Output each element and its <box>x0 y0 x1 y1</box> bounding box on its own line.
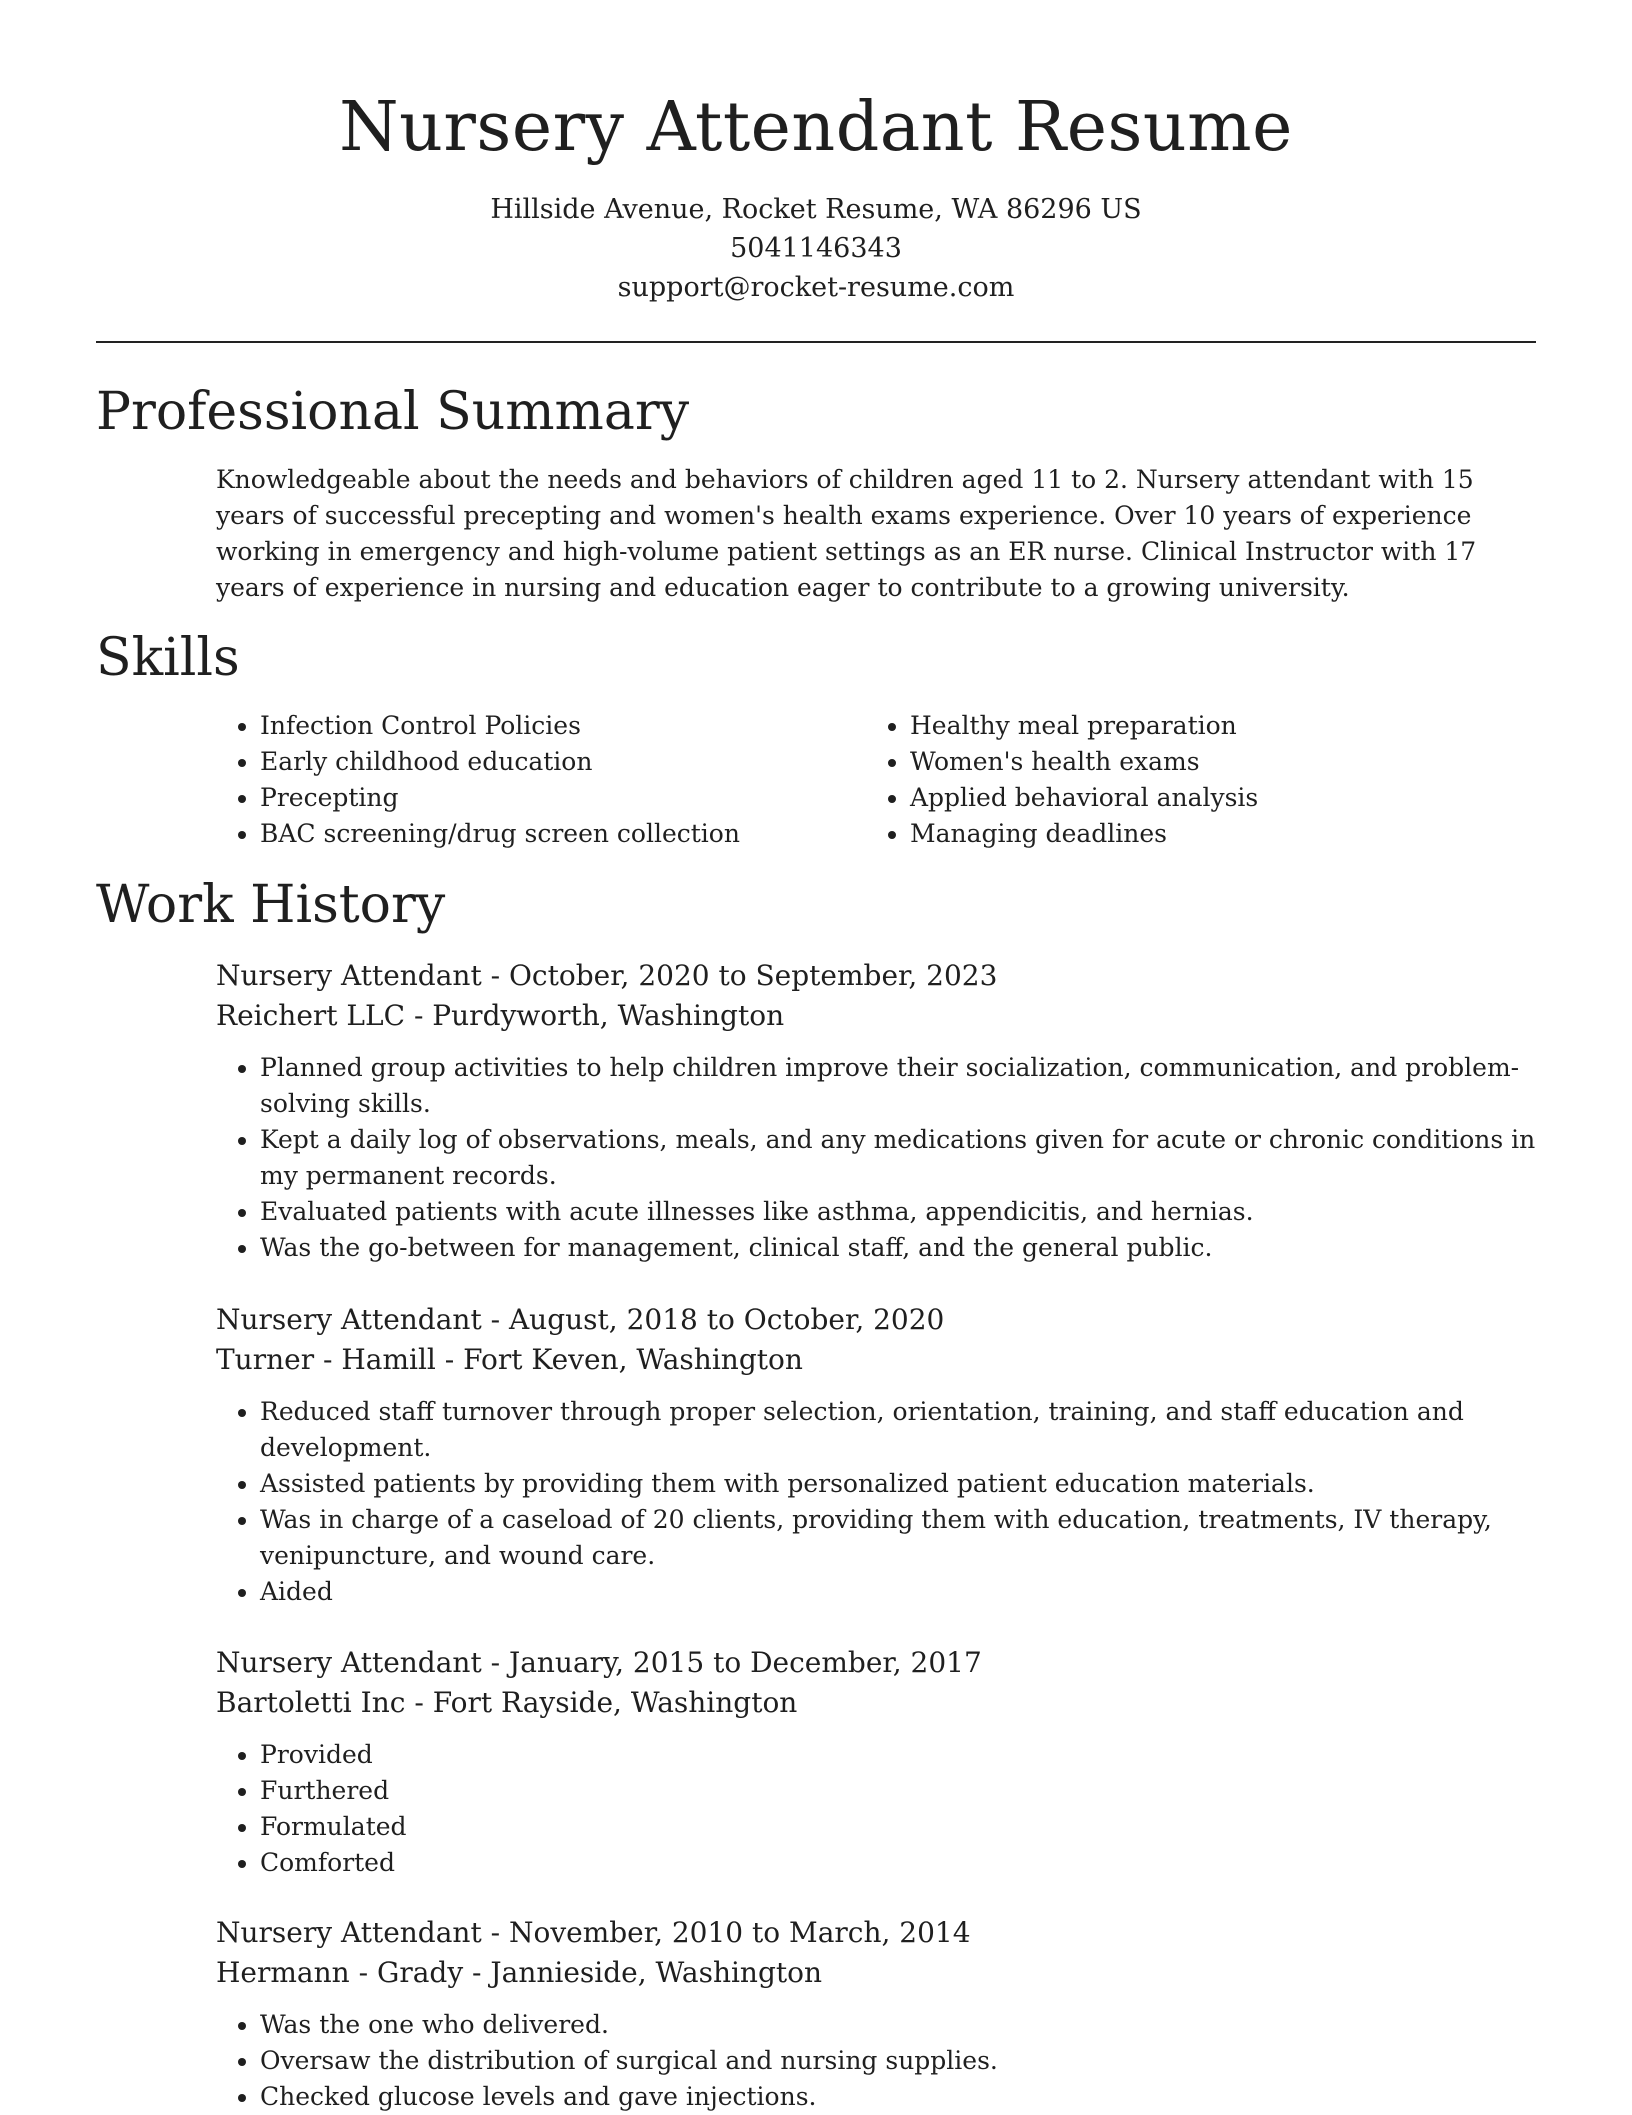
job-bullet: • Was the go-between for management, clinical staff, and the general public. <box>260 1230 1536 1266</box>
job-entry <box>216 956 1536 1266</box>
contact-email: support@rocket-resume.com <box>617 272 1015 303</box>
skill-item: • BAC screening/drug screen collection <box>260 816 866 852</box>
job-bullet: • Checked glucose levels and gave injections. <box>260 2079 1536 2115</box>
job-company: Hermann - Grady <box>216 1956 464 1989</box>
job-bullet: • Reduced staff turnover through proper selection, orientation, training, and staff education and development. <box>260 1394 1536 1466</box>
job-location: - Purdyworth, Washington <box>405 999 785 1032</box>
job-title: Nursery Attendant <box>216 959 482 992</box>
job-dates: - October, 2020 to September, 2023 <box>481 959 998 992</box>
job-company: Bartoletti Inc <box>216 1686 406 1719</box>
skill-item: • Applied behavioral analysis <box>910 780 1516 816</box>
job-dates: - January, 2015 to December, 2017 <box>481 1646 982 1679</box>
skill-item: • Precepting <box>260 780 866 816</box>
job-bullet: • Evaluated patients with acute illnesses like asthma, appendicitis, and hernias. <box>260 1194 1536 1230</box>
job-title-line <box>216 1643 1536 1683</box>
contact-phone: 5041146343 <box>730 233 902 264</box>
job-title: Nursery Attendant <box>216 1303 482 1336</box>
job-title: Nursery Attendant <box>216 1916 482 1949</box>
job-bullet: • Was in charge of a caseload of 20 clients, providing them with education, treatments, IV therapy, venipuncture, and wound care. <box>260 1502 1536 1574</box>
skill-item: • Healthy meal preparation <box>910 708 1516 744</box>
skills-list-left <box>216 708 866 852</box>
job-company: Reichert LLC <box>216 999 406 1032</box>
skill-item: • Women's health exams <box>910 744 1516 780</box>
skills-columns <box>216 708 1536 852</box>
job-bullets <box>216 1737 1536 1881</box>
job-bullets <box>216 2007 1536 2115</box>
job-bullets <box>216 1050 1536 1266</box>
job-bullet: • Formulated <box>260 1809 1536 1845</box>
job-entry <box>216 1300 1536 1610</box>
job-bullet: • Provided <box>260 1737 1536 1773</box>
resume-header <box>0 84 1632 307</box>
job-dates: - August, 2018 to October, 2020 <box>481 1303 945 1336</box>
skills-list-right <box>866 708 1516 852</box>
job-bullet: • Planned group activities to help children improve their socialization, communication, and problem-solving skills. <box>260 1050 1536 1122</box>
skill-item: • Early childhood education <box>260 744 866 780</box>
contact-block <box>0 190 1632 307</box>
job-company-line <box>216 996 1536 1036</box>
job-bullet: • Kept a daily log of observations, meals, and any medications given for acute or chronic conditions in my permanent records. <box>260 1122 1536 1194</box>
job-location: - Jannieside, Washington <box>463 1956 823 1989</box>
job-bullet: • Comforted <box>260 1845 1536 1881</box>
job-company-line <box>216 1953 1536 1993</box>
job-bullets <box>216 1394 1536 1610</box>
job-bullet: • Oversaw the distribution of surgical and nursing supplies. <box>260 2043 1536 2079</box>
job-location: - Fort Keven, Washington <box>435 1343 803 1376</box>
job-entry <box>216 1643 1536 1881</box>
header-divider <box>96 341 1536 343</box>
job-title-line <box>216 1300 1536 1340</box>
work-history-heading: Work History <box>96 875 446 935</box>
job-bullet: • Aided <box>260 1574 1536 1610</box>
job-bullet: • Was the one who delivered. <box>260 2007 1536 2043</box>
job-title-line <box>216 956 1536 996</box>
job-company-line <box>216 1340 1536 1380</box>
resume-title: Nursery Attendant Resume <box>339 88 1293 167</box>
skill-item: • Managing deadlines <box>910 816 1516 852</box>
job-dates: - November, 2010 to March, 2014 <box>481 1916 971 1949</box>
skills-heading: Skills <box>96 628 240 688</box>
job-company-line <box>216 1683 1536 1723</box>
job-location: - Fort Rayside, Washington <box>405 1686 798 1719</box>
contact-address: Hillside Avenue, Rocket Resume, WA 86296 US <box>490 194 1142 225</box>
summary-text: Knowledgeable about the needs and behaviors of children aged 11 to 2. Nursery attendant with 15 years of successful precepting and women's health exams experience. Over 10 years of experience working in emergency and high-volume patient settings as an ER nurse. Clinical Instructor with 17 years of experience in nursing and education eager to contribute to a growing university. <box>216 465 1477 602</box>
summary-heading: Professional Summary <box>96 382 690 442</box>
job-entry <box>216 1913 1536 2115</box>
job-bullet: • Furthered <box>260 1773 1536 1809</box>
job-title: Nursery Attendant <box>216 1646 482 1679</box>
job-bullet: • Assisted patients by providing them with personalized patient education materials. <box>260 1466 1536 1502</box>
job-company: Turner - Hamill <box>216 1343 436 1376</box>
job-title-line <box>216 1913 1536 1953</box>
skill-item: • Infection Control Policies <box>260 708 866 744</box>
